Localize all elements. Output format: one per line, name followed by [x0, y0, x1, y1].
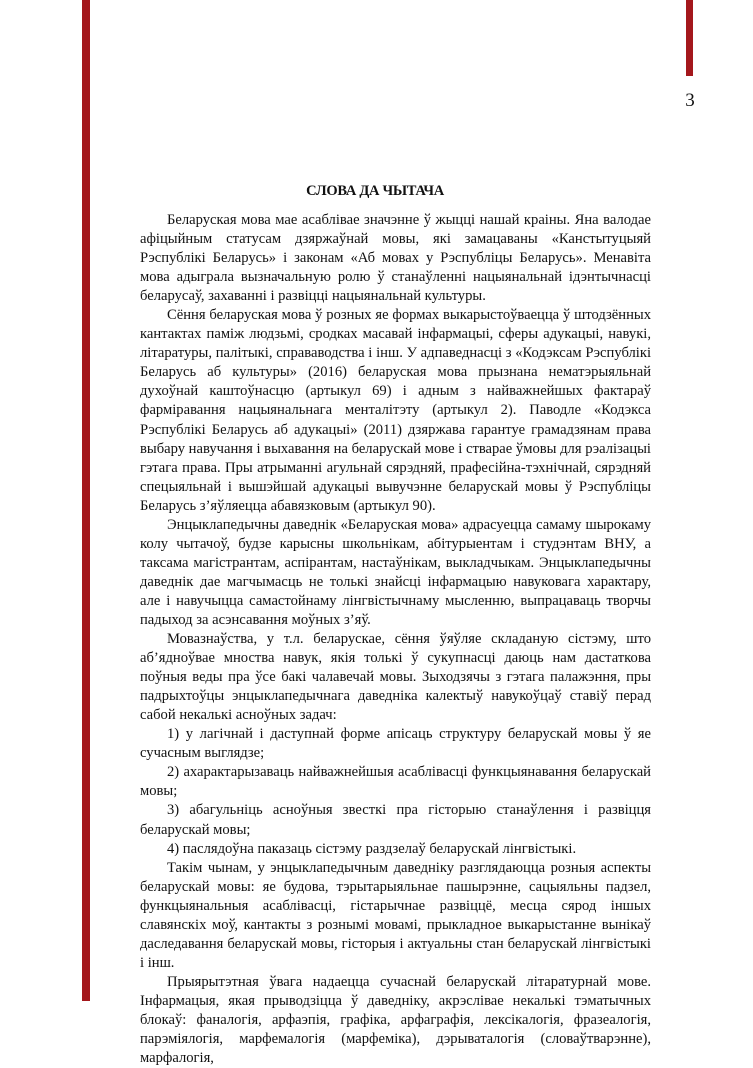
body-text: [140, 211, 651, 1068]
top-right-accent-bar: [686, 0, 693, 76]
list-item: 3) абагульніць асноўныя звесткі пра гісторыю станаўлення і развіцця беларускай мовы;: [140, 802, 651, 838]
paragraph: Энцыклапедычны даведнік «Беларуская мова» адрасуецца самаму шырокаму колу чытачоў, будзе карысны школьнікам, абітурыентам і студэнтам ВНУ, а таксама магістрантам, аспірантам, настаўнікам, выкладчыкам. Энцыклапедычны даведнік дае магчымасць не толькі знайсці інфармацыю навуковага характару, але і навучыцца самастойнаму лінгвістычнаму мысленню, выпрацаваць творчы падыход за асэнсавання моўных з’яў.: [140, 516, 651, 628]
left-accent-bar: [82, 0, 90, 1001]
paragraph: Беларуская мова мае асаблівае значэнне ў жыцці нашай краіны. Яна валодае афіцыйным статусам дзяржаўнай мовы, які замацаваны «Канстытуцыяй Рэспублікі Беларусь» і законам «Аб мовах у Рэспубліцы Беларусь». Менавіта мова адыграла вызначальную ролю ў станаўленні нацыянальнай ідэнтычнасці беларусаў, захаванні і развіцці нацыянальнай культуры.: [140, 212, 651, 305]
paragraph: Мовазнаўства, у т.л. беларускае, сёння ўяўляе складаную сістэму, што аб’ядноўвае мноства навук, якія толькі ў сукупнасці даюць нам дастаткова поўныя веды пра ўсе бакі чалавечай мовы. Зыходзячы з гэтага палажэння, пры падрыхтоўцы энцыклапедычнага даведніка калектыў навукоўцаў ставіў перад сабой некалькі асноўных задач:: [140, 631, 651, 724]
list-item: 4) паслядоўна паказаць сістэму раздзелаў беларускай лінгвістыкі.: [167, 840, 577, 857]
page-number: 3: [685, 90, 695, 111]
paragraph: Такім чынам, у энцыклапедычным даведніку разглядаюцца розныя аспекты беларускай мовы: яе будова, тэрытарыяльнае пашырэнне, сацыяльны падзел, функцыянальныя асаблівасці, гістарычнае развіццё, месца сярод іншых славянскіх моў, кантакты з рознымі мовамі, прыкладное выкарыстанне вынікаў даследавання беларускай мовы, гісторыя і актуальны стан беларускай лінгвістыкі і інш.: [140, 859, 651, 971]
section-title: СЛОВА ДА ЧЫТАЧА: [306, 183, 444, 199]
paragraph: Сёння беларуская мова ў розных яе формах выкарыстоўваецца ў штодзённых кантактах паміж людзьмі, сродках масавай інфармацыі, сферы адукацыі, навукі, літаратуры, палітыкі, справаводства і інш. У адпаведнасці з «Кодэксам Рэспублікі Беларусь аб культуры» (2016) беларуская мова прызнана нематэрыяльнай духоўнай каштоўнасцю (артыкул 69) і адным з найважнейшых фактараў фарміравання нацыянальнага менталітэту (артыкул 2). Паводле «Кодэкса Рэспублікі Беларусь аб адукацыі» (2011) дзяржава гарантуе грамадзянам права выбару навучання і выхавання на беларускай мове і стварае ўмовы для рэалізацыі гэтага права. Пры атрыманні агульнай сярэдняй, прафесійна-тэхнічнай, сярэдняй спецыяльнай і вышэйшай адукацыі вывучэнне беларускай мовы ў Рэспубліцы Беларусь з’яўляецца абавязковым (артыкул 90).: [140, 307, 651, 514]
paragraph: Прыярытэтная ўвага надаецца сучаснай беларускай літаратурнай мове. Інфармацыя, якая прыводзіцца ў даведніку, акрэслівае некалькі тэматычных блокаў: фаналогія, арфаэпія, графіка, арфаграфія, лексікалогія, фразеалогія, парэміялогія, марфемалогія (марфеміка), дэрыватaлогія (словаўтварэнне), марфалогія,: [140, 973, 651, 1067]
list-item: 1) у лагічнай і даступнай форме апісаць структуру беларускай мовы ў яе сучасным выглядзе;: [140, 726, 651, 762]
list-item: 2) ахарактарызаваць найважнейшыя асаблівасці функцыянавання беларускай мовы;: [140, 764, 651, 800]
